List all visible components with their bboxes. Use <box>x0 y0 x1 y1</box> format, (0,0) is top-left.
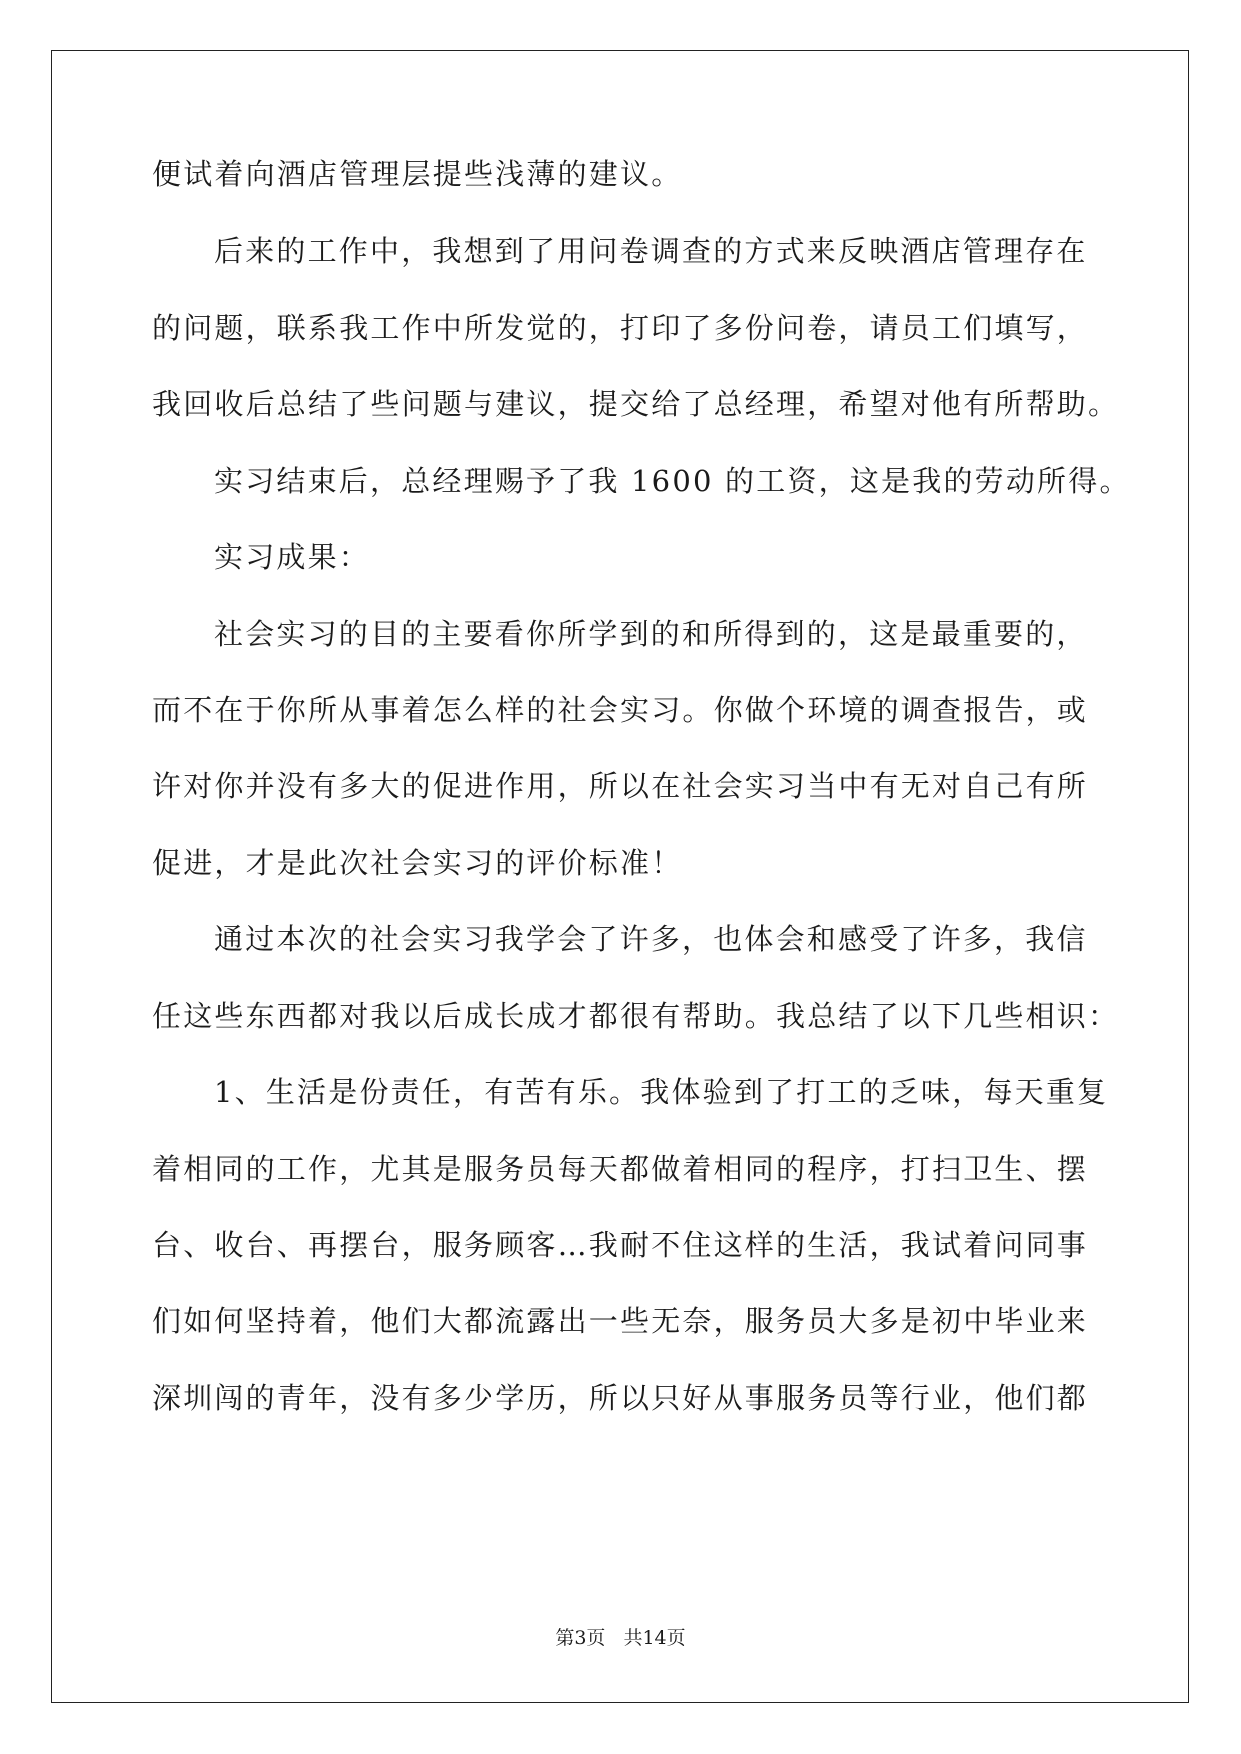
text-line: 我回收后总结了些问题与建议，提交给了总经理，希望对他有所帮助。 <box>152 387 1120 421</box>
text-line: 许对你并没有多大的促进作用，所以在社会实习当中有无对自己有所 <box>152 769 1089 803</box>
page-footer <box>0 1626 1241 1650</box>
text-line: 们如何坚持着，他们大都流露出一些无奈，服务员大多是初中毕业来 <box>152 1304 1089 1338</box>
text-line: 促进，才是此次社会实习的评价标准！ <box>152 846 683 880</box>
text-line: 后来的工作中，我想到了用问卷调查的方式来反映酒店管理存在 <box>214 234 1088 268</box>
text-line: 实习结束后，总经理赐予了我 1600 的工资，这是我的劳动所得。 <box>214 464 1131 498</box>
page-number: 第3页 <box>555 1627 606 1649</box>
text-line: 深圳闯的青年，没有多少学历，所以只好从事服务员等行业，他们都 <box>152 1381 1089 1415</box>
section-heading: 实习成果： <box>214 540 371 574</box>
text-line: 便试着向酒店管理层提些浅薄的建议。 <box>152 157 683 191</box>
text-line: 通过本次的社会实习我学会了许多，也体会和感受了许多，我信 <box>214 922 1088 956</box>
text-line: 任这些东西都对我以后成长成才都很有帮助。我总结了以下几些相识： <box>152 999 1120 1033</box>
text-line: 着相同的工作，尤其是服务员每天都做着相同的程序，打扫卫生、摆 <box>152 1152 1089 1186</box>
text-line: 的问题，联系我工作中所发觉的，打印了多份问卷，请员工们填写， <box>152 311 1089 345</box>
text-line: 社会实习的目的主要看你所学到的和所得到的，这是最重要的， <box>214 617 1088 651</box>
page-total: 共14页 <box>623 1627 686 1649</box>
text-line: 而不在于你所从事着怎么样的社会实习。你做个环境的调查报告，或 <box>152 693 1089 727</box>
text-line: 台、收台、再摆台，服务顾客…我耐不住这样的生活，我试着问同事 <box>152 1228 1089 1262</box>
text-line: 1、生活是份责任，有苦有乐。我体验到了打工的乏味，每天重复 <box>214 1075 1109 1109</box>
